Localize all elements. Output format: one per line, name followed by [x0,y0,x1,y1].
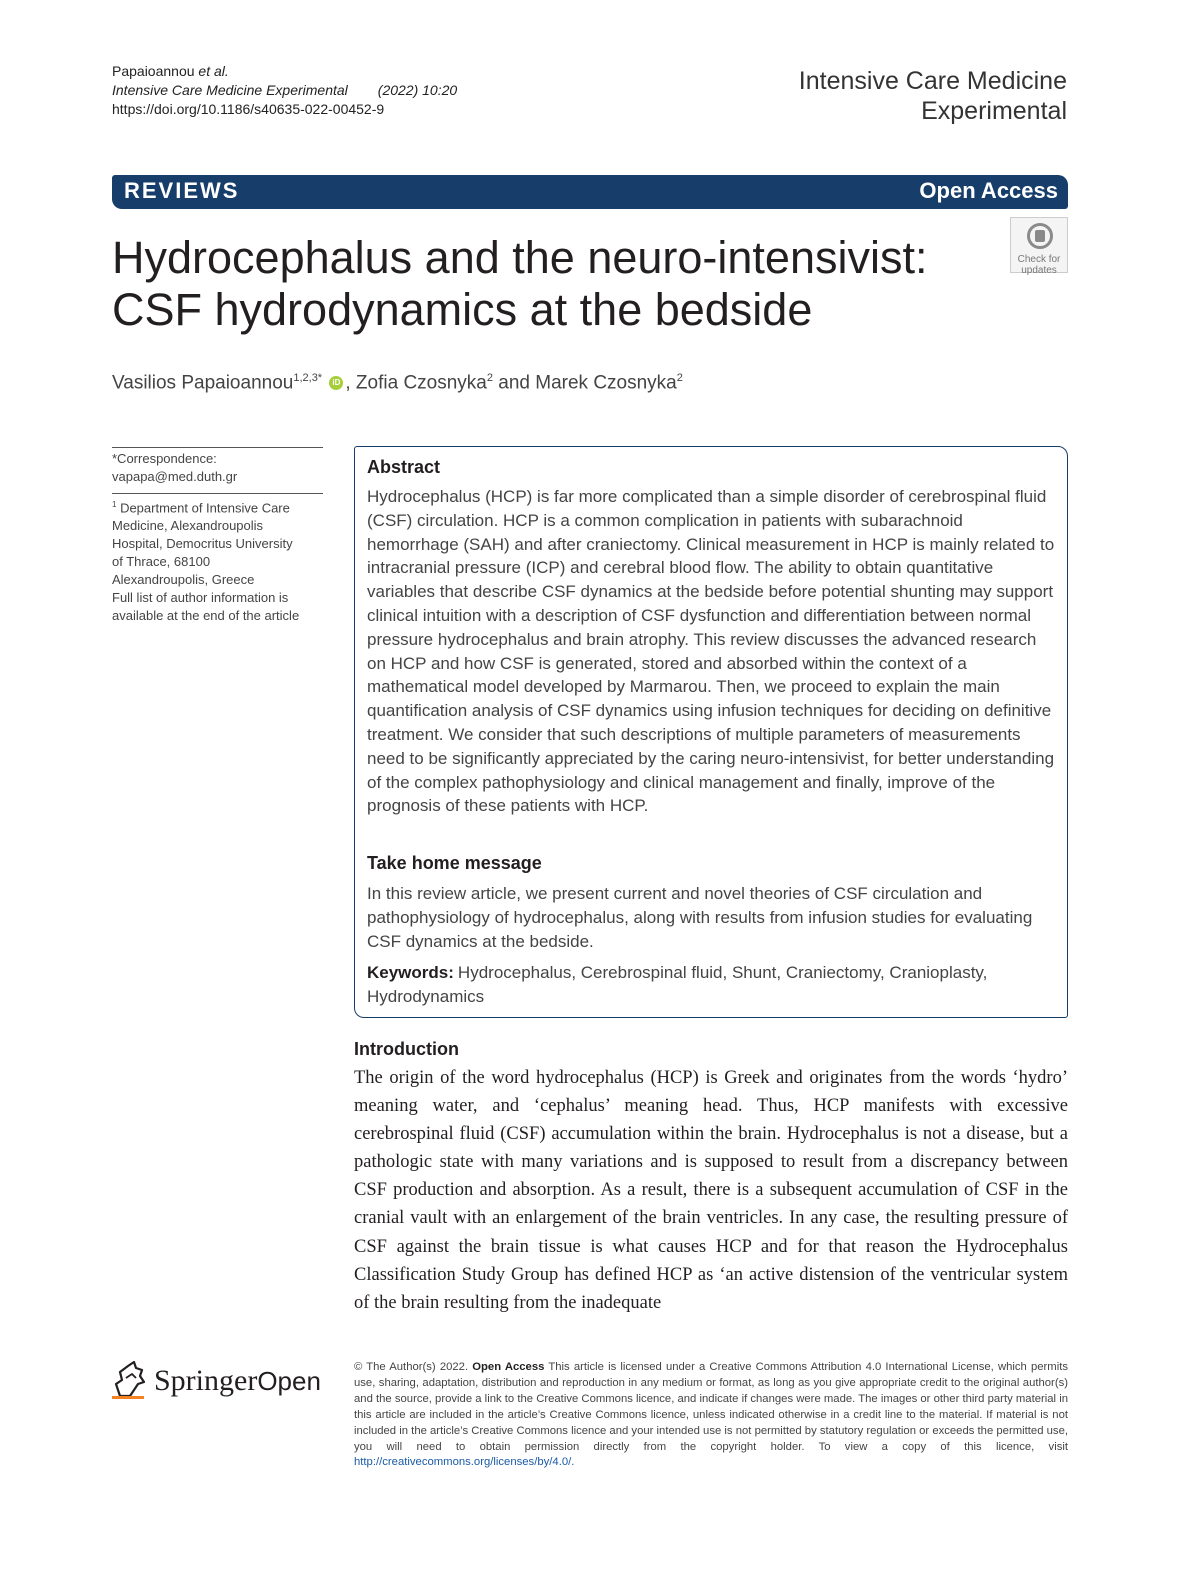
section-banner [112,175,1068,209]
check-updates-line-1: Check for [1017,254,1061,265]
take-home-heading: Take home message [367,853,542,873]
author-2: , Zofia Czosnyka [345,372,487,394]
author-3-affil: 2 [676,372,683,384]
license-text [354,1360,1068,1471]
license-open-access: Open Access [472,1361,545,1373]
logo-springer: Springer [154,1364,258,1397]
keywords [367,961,1057,1009]
citation-author: Papaioannou [112,63,195,79]
introduction-heading: Introduction [354,1039,459,1059]
license-url-link[interactable]: http://creativecommons.org/licenses/by/4.0/. [354,1456,575,1469]
title-line-1: Hydrocephalus and the neuro-intensivist: [112,232,928,283]
abstract-heading: Abstract [367,457,441,477]
author-1: Vasilios Papaioannou [112,372,294,394]
journal-line-1: Intensive Care Medicine [798,67,1067,95]
logo-underline [112,1396,144,1399]
title-line-2: CSF hydrodynamics at the bedside [112,284,813,335]
open-access-label: Open Access [919,178,1058,203]
citation-block [112,62,457,119]
correspondence [112,450,327,486]
orcid-icon[interactable]: iD [329,376,343,390]
author-2-affil: 2 [486,372,493,384]
citation-journal: Intensive Care Medicine Experimental [112,82,348,98]
author-1-affil: 1,2,3* [293,372,323,384]
affiliation-text: Department of Intensive Care Medicine, Alexandroupolis Hospital, Democritus University of Thrace, 68100 Alexandroupolis, Greece [112,500,293,588]
journal-name [647,66,1067,126]
logo-open: Open [257,1366,321,1396]
sidebar-divider [112,447,323,448]
abstract-text: Hydrocephalus (HCP) is far more complicated than a simple disorder of cerebrospinal fluid (CSF) circulation. HCP is a common complication in patients with subarachnoid hemorrhage (SAH) and after craniectomy. Clinical measurement in HCP is mainly related to intracranial pressure (ICP) and cerebral blood flow. The ability to obtain quantitative variables that describe CSF dynamics at the bedside before potential shunting may support clinical intuition with a description of CSF dysfunction and differentiation between normal pressure hydrocephalus and brain atrophy. This review discusses the advanced research on HCP and how CSF is generated, stored and absorbed within the context of a mathematical model developed by Marmarou. Then, we proceed to explain the main quantification analysis of CSF dynamics using infusion techniques for deciding on definitive treatment. We consider that such descriptions of multiple parameters of measurements need to be significantly appreciated by the caring neuro-intensivist, for better understanding of the complex pathophysiology and clinical management and finally, improve of the prognosis of these patients with HCP. [367,487,1055,816]
crossmark-icon [1027,223,1053,249]
citation-year: (2022) 10:20 [377,82,458,98]
article-title [112,232,992,336]
check-updates-line-2: updates [1021,265,1057,276]
doi-link[interactable]: https://doi.org/10.1186/s40635-022-00452-9 [112,101,385,117]
correspondence-email[interactable]: vapapa@med.duth.gr [112,469,238,484]
author-3: and Marek Czosnyka [493,372,677,394]
take-home-text: In this review article, we present current and novel theories of CSF circulation and pathophysiology of hydrocephalus, along with results from infusion studies for evaluating CSF dynamics at the bedside. [367,884,1033,951]
check-for-updates-button[interactable] [1010,217,1068,276]
abstract-box [354,446,1068,1018]
correspondence-label: *Correspondence: [112,451,217,466]
sidebar-divider [112,493,323,494]
keywords-label: Keywords: [367,963,454,982]
citation-etal: et al. [198,63,229,79]
license-prefix: © The Author(s) 2022. [354,1361,469,1373]
keywords-text: Hydrocephalus, Cerebrospinal fluid, Shunt, Craniectomy, Cranioplasty, Hydrodynamics [367,963,988,1006]
affiliation [112,496,302,625]
author-info-note: Full list of author information is available at the end of the article [112,590,300,624]
author-list [112,365,683,396]
journal-line-2: Experimental [921,97,1067,125]
logo-text [154,1364,321,1398]
springer-horse-icon [112,1360,150,1400]
section-label: REVIEWS [124,178,240,203]
affiliation-sup: 1 [112,500,117,509]
license-body: This article is licensed under a Creative Commons Attribution 4.0 International License, which permits use, sharing, adaptation, distribution and reproduction in any medium or format, as long as you give appropriate credit to the original author(s) and the source, provide a link to the Creative Commons licence, and indicate if changes were made. The images or other third party material in this article are included in the article’s Creative Commons licence, unless indicated otherwise in a credit line to the material. If material is not included in the article’s Creative Commons licence and your intended use is not permitted by statutory regulation or exceeds the permitted use, you will need to obtain permission directly from the copyright holder. To view a copy of this licence, visit [354,1361,1069,1453]
introduction-text: The origin of the word hydrocephalus (HCP) is Greek and originates from the words ‘hydro’ meaning water, and ‘cephalus’ meaning head. Thus, HCP manifests with excessive cerebrospinal fluid (CSF) accumulation within the brain. Hydrocephalus is not a disease, but a pathologic state with many variations and is supposed to result from a discrepancy between CSF production and absorption. As a result, there is a subsequent accumulation of CSF in the cranial vault with an enlargement of the brain ventricles. In any case, the resulting pressure of CSF against the brain tissue is what causes HCP and for that reason the Hydrocephalus Classification Study Group has defined HCP as ‘an active distension of the ventricular system of the brain resulting from the inadequate [354,1068,1068,1313]
springer-open-logo[interactable] [112,1360,332,1404]
